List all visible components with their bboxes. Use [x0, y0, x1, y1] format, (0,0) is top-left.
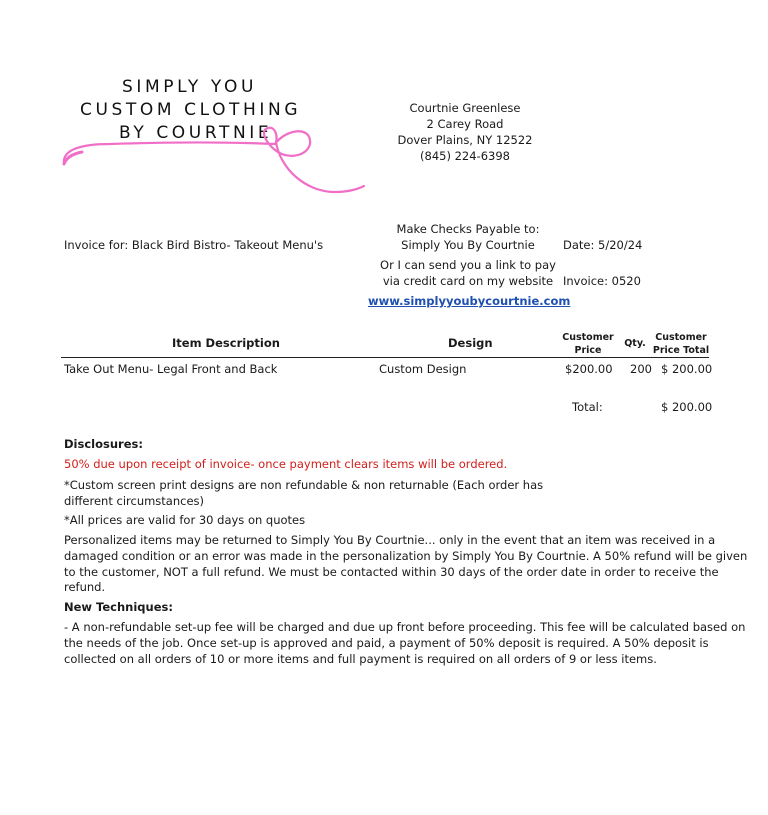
techniques-title: New Techniques: [64, 600, 173, 614]
sender-city: Dover Plains, NY 12522 [397, 133, 533, 147]
techniques-line1: - A non-refundable set-up fee will be charged and due up front before proceeding. This fee will be calculated based on [64, 620, 746, 634]
disclosure-returns-line1: Personalized items may be returned to Simply You By Courtnie... only in the event that an item was received in a [64, 533, 716, 547]
header-customer-price [560, 331, 616, 357]
total-label: Total: [572, 400, 603, 414]
disclosure-returns-line4: refund. [64, 580, 106, 595]
invoice-number: Invoice: 0520 [563, 274, 641, 288]
disclosure-returns-line3: to the customer, NOT a full refund. We must be contacted within 30 days of the order date in order to receive the [64, 564, 719, 579]
row-qty: 200 [630, 362, 652, 376]
disclosure-returns-line2: damaged condition or an error was made in the personalization by Simply You By Courtnie. A 50% refund will be given [64, 548, 748, 563]
payment-line-3: Or I can send you a link to pay [380, 258, 556, 272]
website-link[interactable]: www.simplyyoubycourtnie.com [368, 294, 571, 308]
disclosure-custom-line2: different circumstances) [64, 493, 205, 508]
techniques-body [64, 620, 745, 667]
header-customer-price-line2: Price [574, 345, 602, 356]
sender-phone: (845) 224-6398 [420, 149, 510, 163]
logo-line-2: CUSTOM CLOTHING [80, 100, 302, 120]
header-item-description: Item Description [172, 336, 280, 350]
disclosure-prices: *All prices are valid for 30 days on quotes [64, 513, 306, 527]
header-price-total-line1: Customer [655, 332, 707, 343]
logo-line-1: SIMPLY YOU [122, 77, 258, 97]
disclosure-returns [64, 533, 747, 596]
row-design: Custom Design [379, 362, 467, 376]
row-price: $200.00 [565, 362, 613, 376]
payment-line-1: Make Checks Payable to: [396, 222, 540, 236]
invoice-date: Date: 5/20/24 [563, 238, 643, 252]
table-header-rule [61, 357, 709, 358]
header-design: Design [448, 336, 493, 350]
header-customer-price-line1: Customer [562, 332, 614, 343]
header-qty: Qty. [624, 338, 646, 349]
header-price-total [652, 331, 710, 357]
techniques-line2: the needs of the job. Once set-up is approved and paid, a payment of 50% deposit is required. A 50% deposit is [64, 635, 709, 650]
sender-address [395, 100, 535, 164]
payment-line-2: Simply You By Courtnie [401, 238, 535, 252]
total-value: $ 200.00 [661, 400, 713, 414]
logo-line-3: BY COURTNIE [119, 123, 273, 143]
row-description: Take Out Menu- Legal Front and Back [64, 362, 278, 376]
techniques-line3: collected on all orders of 10 or more items and full payment is required on all orders of 9 or less items. [64, 651, 657, 666]
disclosures-title: Disclosures: [64, 437, 143, 451]
disclosure-custom-designs [64, 478, 543, 510]
heart-swirl-icon [60, 120, 370, 200]
payment-line-4: via credit card on my website [382, 274, 554, 288]
sender-name: Courtnie Greenlese [409, 101, 521, 115]
payment-instructions [368, 221, 571, 309]
row-total: $ 200.00 [661, 362, 713, 376]
disclosure-payment-terms: 50% due upon receipt of invoice- once payment clears items will be ordered. [64, 457, 508, 471]
invoice-for: Invoice for: Black Bird Bistro- Takeout Menu's [64, 238, 324, 252]
sender-street: 2 Carey Road [426, 117, 504, 131]
header-price-total-line2: Price Total [652, 345, 710, 356]
disclosure-custom-line1: *Custom screen print designs are non refundable & non returnable (Each order has [64, 478, 544, 492]
